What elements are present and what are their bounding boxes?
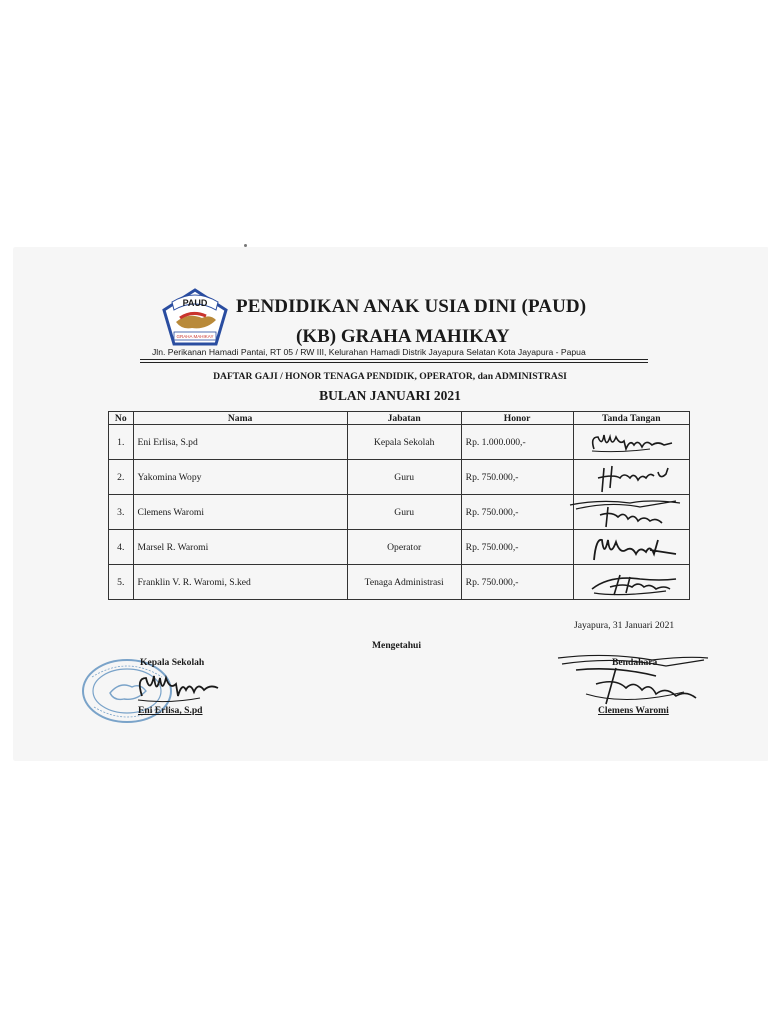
- signature-icon: [580, 497, 684, 529]
- cell-nama: Clemens Waromi: [133, 495, 347, 530]
- table-header-row: [109, 412, 690, 425]
- table-row: [109, 530, 690, 565]
- col-header-no: No: [109, 412, 134, 425]
- cell-jabatan: Kepala Sekolah: [347, 425, 461, 460]
- cell-nama: Franklin V. R. Waromi, S.ked: [133, 565, 347, 600]
- school-address: Jln. Perikanan Hamadi Pantai, RT 05 / RW III, Kelurahan Hamadi Distrik Jayapura Selatan Kota Jayapura - Papua: [152, 347, 586, 357]
- school-title: PENDIDIKAN ANAK USIA DINI (PAUD): [236, 296, 587, 317]
- cell-nama: Yakomina Wopy: [133, 460, 347, 495]
- logo-bottom-text: GRAHA MAHIKAY: [176, 334, 214, 339]
- col-header-honor: Honor: [461, 412, 573, 425]
- cell-signature: [573, 425, 689, 460]
- cell-honor: Rp. 750.000,-: [461, 495, 573, 530]
- cell-jabatan: Operator: [347, 530, 461, 565]
- treasurer-label: Bendahara: [612, 657, 658, 668]
- cell-no: 3.: [109, 495, 134, 530]
- cell-no: 2.: [109, 460, 134, 495]
- cell-signature: [573, 460, 689, 495]
- scan-mark: [244, 244, 247, 247]
- signature-icon: [580, 567, 684, 599]
- table-row: [109, 495, 690, 530]
- document-month: BULAN JANUARI 2021: [319, 388, 461, 403]
- logo-top-text: PAUD: [182, 298, 208, 308]
- paud-logo-icon: [162, 288, 228, 346]
- cell-no: 1.: [109, 425, 134, 460]
- principal-label: Kepala Sekolah: [140, 657, 205, 668]
- signature-icon: [580, 532, 684, 564]
- cell-nama: Eni Erlisa, S.pd: [133, 425, 347, 460]
- principal-signature-icon: [128, 664, 224, 708]
- col-header-jabatan: Jabatan: [347, 412, 461, 425]
- school-subtitle: (KB) GRAHA MAHIKAY: [296, 326, 510, 347]
- place-date: Jayapura, 31 Januari 2021: [574, 620, 675, 631]
- cell-honor: Rp. 750.000,-: [461, 530, 573, 565]
- salary-table: [108, 411, 690, 600]
- cell-jabatan: Guru: [347, 460, 461, 495]
- signature-icon: [580, 427, 684, 459]
- acknowledged-label: Mengetahui: [372, 640, 422, 651]
- principal-name: Eni Erlisa, S.pd: [138, 705, 203, 716]
- table-row: [109, 460, 690, 495]
- cell-honor: Rp. 750.000,-: [461, 460, 573, 495]
- cell-honor: Rp. 750.000,-: [461, 565, 573, 600]
- document-subtitle: DAFTAR GAJI / HONOR TENAGA PENDIDIK, OPERATOR, dan ADMINISTRASI: [213, 371, 567, 382]
- cell-no: 5.: [109, 565, 134, 600]
- cell-jabatan: Tenaga Administrasi: [347, 565, 461, 600]
- header-rule-thin: [140, 362, 648, 363]
- col-header-nama: Nama: [133, 412, 347, 425]
- header-rule: [140, 359, 648, 360]
- treasurer-name: Clemens Waromi: [598, 705, 669, 716]
- cell-honor: Rp. 1.000.000,-: [461, 425, 573, 460]
- cell-signature: [573, 495, 689, 530]
- cell-signature: [573, 530, 689, 565]
- table-row: [109, 565, 690, 600]
- cell-no: 4.: [109, 530, 134, 565]
- signature-icon: [580, 462, 684, 494]
- cell-nama: Marsel R. Waromi: [133, 530, 347, 565]
- col-header-tanda-tangan: Tanda Tangan: [573, 412, 689, 425]
- cell-jabatan: Guru: [347, 495, 461, 530]
- treasurer-signature-icon: [556, 648, 712, 710]
- cell-signature: [573, 565, 689, 600]
- table-row: [109, 425, 690, 460]
